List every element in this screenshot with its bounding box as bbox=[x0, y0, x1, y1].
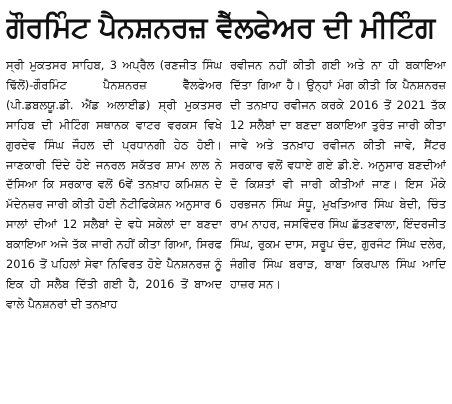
article-paragraph: ਰਵੀਜਨ ਨਹੀਂ ਕੀਤੀ ਗਈ ਅਤੇ ਨਾ ਹੀ ਬਕਾਇਆ ਦਿੱਤਾ ਗਿਆ ਹੈ। ਉਨ੍ਹਾਂ ਮੰਗ ਕੀਤੀ ਕਿ ਪੈਨਸ਼ਨਰਜ਼ ਦੀ ਤਨਖ਼ਾਹ ਰਵੀਜਨ ਕਰਕੇ 2016 ਤੋਂ 2021 ਤੱਕ 12 ਸਲੈਬਾਂ ਦਾ ਬਣਦਾ ਬਕਾਇਆ ਤੁਰੰਤ ਜਾਰੀ ਕੀਤਾ ਜਾਵੇ ਅਤੇ ਤਨਖ਼ਾਹ ਰਵੀਜਨ ਕੀਤੀ ਜਾਵੇ, ਸੈਂਟਰ ਸਰਕਾਰ ਵਲੋਂ ਵਧਾਏ ਗਏ ਡੀ.ਏ. ਅਨੁਸਾਰ ਬਣਦੀਆਂ ਦੋ ਕਿਸ਼ਤਾਂ ਵੀ ਜਾਰੀ ਕੀਤੀਆਂ ਜਾਣ। ਇਸ ਮੌਕੇ ਹਰਭਜਨ ਸਿੰਘ ਸੰਧੂ, ਮੁਖਤਿਆਰ ਸਿੰਘ ਬੇਦੀ, ਚਿੰਤ ਰਾਮ ਨਾਹਰ, ਜਸਵਿੰਦਰ ਸਿੰਘ ਛੱਤਣਵਾਲਾ, ਇੰਦਰਜੀਤ ਸਿੰਘ, ਰੁਕਮ ਦਾਸ, ਸਰੂਪ ਚੰਦ, ਗੁਰਜੰਟ ਸਿੰਘ ਦਲੇਰ, ਜੰਗੀਰ ਸਿੰਘ ਬਰਾੜ, ਬਾਬਾ ਕਿਰਪਾਲ ਸਿੰਘ ਆਦਿ ਹਾਜ਼ਰ ਸਨ। bbox=[230, 58, 446, 291]
article-headline: ਗੌਰਮਿੰਟ ਪੈਨਸ਼ਨਰਜ਼ ਵੈੱਲਫੇਅਰ ਦੀ ਮੀਟਿੰਗ bbox=[6, 10, 435, 44]
article-column-right bbox=[230, 56, 446, 398]
article-body bbox=[6, 56, 446, 398]
article-column-left bbox=[6, 56, 222, 398]
article-paragraph: ਸ੍ਰੀ ਮੁਕਤਸਰ ਸਾਹਿਬ, 3 ਅਪ੍ਰੈਲ (ਰਣਜੀਤ ਸਿੰਘ ਢਿੱਲੋਂ)-ਗੌਰਮਿੰਟ ਪੈਨਸ਼ਨਰਜ਼ ਵੈੱਲਫੇਅਰ (ਪੀ.ਡਬਲਯੂ.ਡੀ. ਐਂਡ ਅਲਾਈਡ) ਸ੍ਰੀ ਮੁਕਤਸਰ ਸਾਹਿਬ ਦੀ ਮੀਟਿੰਗ ਸਥਾਨਕ ਵਾਟਰ ਵਰਕਸ ਵਿਖੇ ਗੁਰਦੇਵ ਸਿੰਘ ਜੌਹਲ ਦੀ ਪ੍ਰਧਾਨਗੀ ਹੇਠ ਹੋਈ। ਜਾਣਕਾਰੀ ਦਿੰਦੇ ਹੋਏ ਜਨਰਲ ਸਕੱਤਰ ਸ਼ਾਮ ਲਾਲ ਨੇ ਦੱਸਿਆ ਕਿ ਸਰਕਾਰ ਵਲੋਂ 6ਵੇਂ ਤਨਖ਼ਾਹ ਕਮਿਸ਼ਨ ਦੇ ਮੱਦੇਨਜ਼ਰ ਜਾਰੀ ਕੀਤੀ ਹੋਈ ਨੋਟੀਫਿਕੇਸ਼ਨ ਅਨੁਸਾਰ 6 ਸਾਲਾਂ ਦੀਆਂ 12 ਸਲੈਬਾਂ ਦੇ ਵਧੇ ਸਕੇਲਾਂ ਦਾ ਬਣਦਾ ਬਕਾਇਆ ਅਜੇ ਤੱਕ ਜਾਰੀ ਨਹੀਂ ਕੀਤਾ ਗਿਆ, ਸਿਰਫ 2016 ਤੋਂ ਪਹਿਲਾਂ ਸੇਵਾ ਨਿਵਿਰਤ ਹੋਏ ਪੈਨਸ਼ਨਰਜ਼ ਨੂੰ ਇਕ ਹੀ ਸਲੈਬ ਦਿੱਤੀ ਗਈ ਹੈ, 2016 ਤੋਂ ਬਾਅਦ ਵਾਲੇ ਪੈਨਸ਼ਨਰਾਂ ਦੀ ਤਨਖ਼ਾਹ bbox=[6, 58, 222, 311]
